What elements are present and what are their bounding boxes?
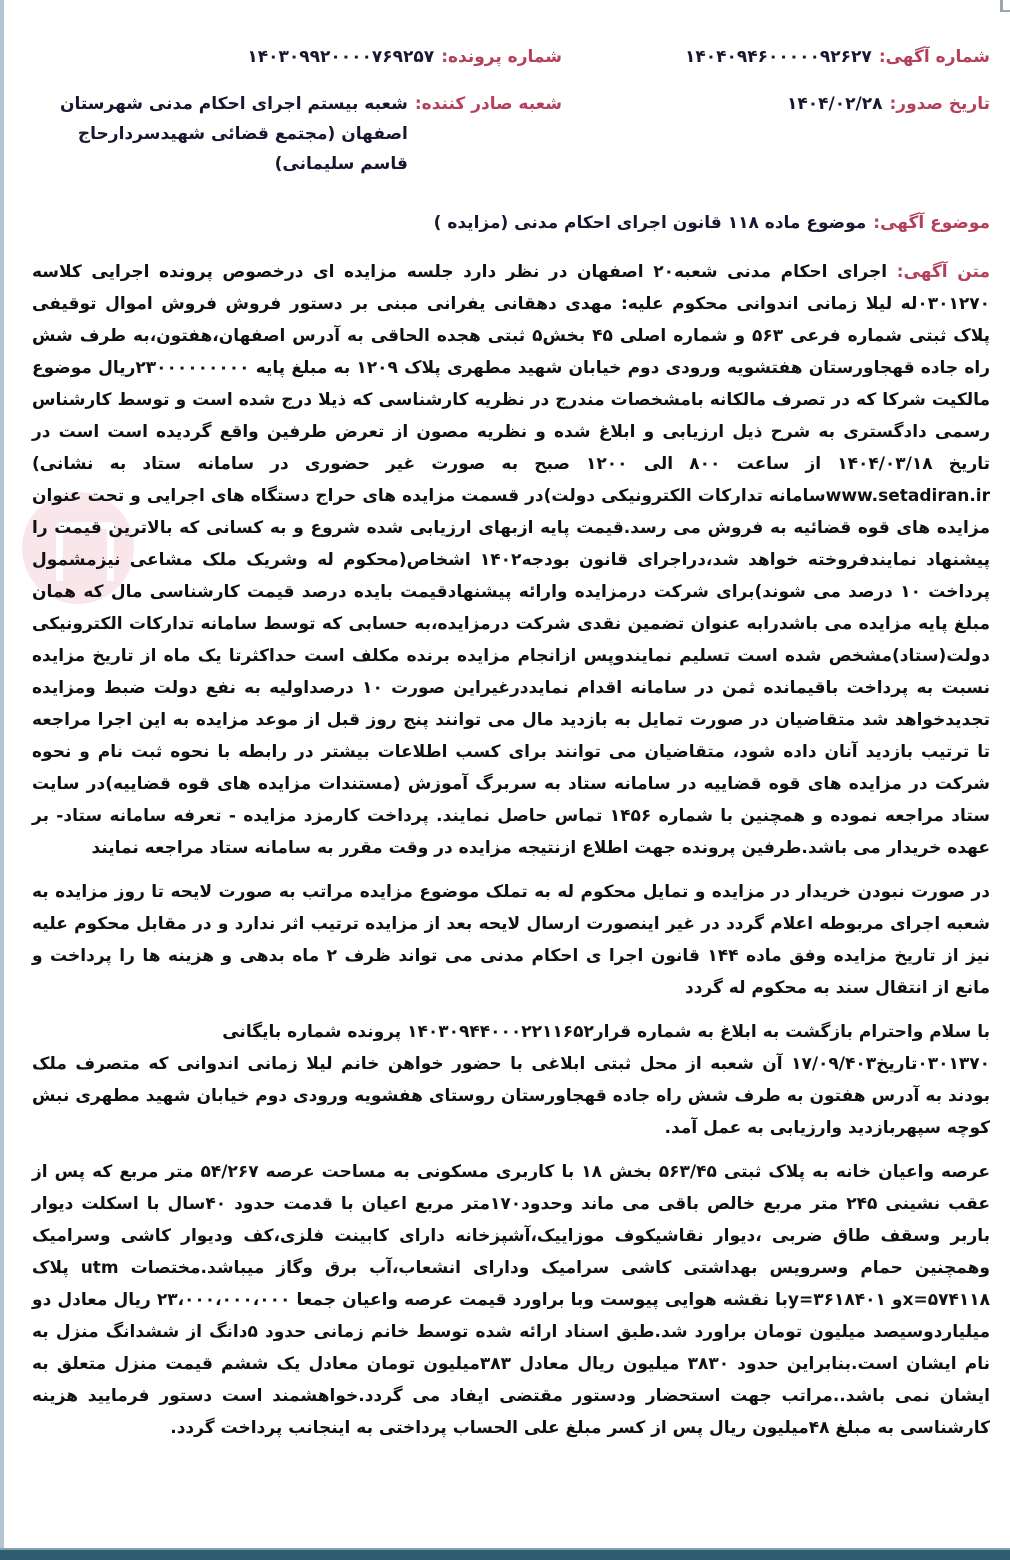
property-valuation-paragraph: عرصه واعیان خانه به پلاک ثبتی ۵۶۳/۴۵ بخش ۱۸ با کاربری مسکونی به مساحت عرصه ۵۴/۲۶۷ متر مربع که پس از عقب نشینی ۲۴۵ متر مربع خالص باقی می ماند وحدود۱۷۰متر مربع اعیان با قدمت حدود ۴۰سال با اسکلت دیوار باربر وسقف طاق ضربی ،دیوار نقاشیکوف موزاییک،آشپزخانه دارای کابینت فلزی،کف ودیوار کاشی وسرامیک وهمچنین حمام وسرویس بهداشتی کاشی سرامیک ودارای انشعاب،آب برق وگاز میباشد.مختصات utm پلاک ۵۷۴۱۱۸=xو ۳۶۱۸۴۰۱=yبا نقشه هوایی پیوست وبا براورد قیمت عرصه واعیان جمعا ۲۳،۰۰۰،۰۰۰،۰۰۰ ریال معادل دو میلیاردوسیصد میلیون تومان براورد شد.طبق اسناد ارائه شده توسط خانم زمانی حدود ۵دانگ از ششدانگ منزل به نام ایشان است.بنابراین حدود ۳۸۳۰ میلیون ریال معادل ۳۸۳میلیون تومان معادل یک ششم قیمت منزل متعلق به ایشان نمی باشد..مراتب جهت استحضار ودستور مقتضی ایفاد می گردد.خواهشمند است دستور فرمایید هزینه کارشناسی به مبلغ ۴۸میلیون ریال پس از کسر مبلغ علی الحساب پرداختی به اینجانب پرداخت گردد. [32,1162,990,1438]
header-row-1 [32,42,990,72]
issuing-branch-label: شعبه صادر کننده: [414,94,562,114]
issue-date-value: ۱۴۰۴/۰۲/۲۸ [787,94,883,114]
corner-mark-horizontal [1000,10,1010,12]
issuing-branch-value: شعبه بیستم اجرای احکام مدنی شهرستان اصفهان (مجتمع قضائی شهیدسردارحاج قاسم سلیمانی) [59,94,408,174]
issue-date-label: تاریخ صدور: [889,94,990,114]
issuing-branch-field [32,89,562,179]
case-number-field [32,42,562,72]
subject-field [32,208,990,238]
notice-text-label: متن آگهی: [896,262,990,282]
case-number-value: ۱۴۰۳۰۹۹۲۰۰۰۰۷۶۹۲۵۷ [247,47,435,67]
header-row-3 [32,208,990,238]
left-border [0,0,4,1548]
auction-text: اجرای احکام مدنی شعبه۲۰ اصفهان در نظر دارد جلسه مزایده ای درخصوص پرونده اجرایی کلاسه ۰۳۰۱۲۷۰له لیلا زمانی اندوانی محکوم علیه: مهدی دهقانی یفرانی مبنی بر دستور فروش فروش اموال توقیفی پلاک ثبتی شماره فرعی ۵۶۳ و شماره اصلی ۴۵ بخش۵ ثبتی هجده الحاقی به آدرس اصفهان،هفتون،به طرف شش راه جاده قهجاورستان هفتشویه ورودی دوم خیابان شهید مطهری پلاک ۱۲۰۹ به مبلغ پایه ۲۳۰۰۰۰۰۰۰۰۰ریال موضوع مالکیت شرکا که در تصرف مالکانه بامشخصات مندرج در نظریه کارشناسی که ذیلا درج شده است و توسط کارشناس رسمی دادگستری به شرح ذیل ارزیابی و ابلاغ شده و نظریه مصون از تعرض طرفین واقع گردیده است است در تاریخ ۱۴۰۴/۰۳/۱۸ از ساعت ۸۰۰ الی ۱۲۰۰ صبح به صورت غیر حضوری در سامانه ستاد به نشانی) www.setadiran.irسامانه تدارکات الکترونیکی دولت)در قسمت مزایده های حراج دستگاه های اجرایی و تحت عنوان مزایده های قوه قضائیه به فروش می رسد.قیمت پایه ازبهای ارزیابی شده شروع و به کسانی که بالاترین قیمت را پیشنهاد نمایندفروخته خواهد شد،دراجرای قانون بودجه۱۴۰۲ اشخاص(محکوم له وشریک ملک مشاعی نیزمشمول پرداخت ۱۰ درصد می شوند)برای شرکت درمزایده وارائه پیشنهادقیمت بایده درصد قیمت کارشناسی مال که همان مبلغ پایه مزایده می باشدرابه عنوان تضمین نقدی شرکت درمزایده،به حسابی که توسط سامانه تدارکات الکترونیکی دولت(ستاد)مشخص شده است تسلیم نمایندوپس ازانجام مزایده برنده مکلف است حداکثرتا یک ماه از تاریخ مزایده نسبت به پرداخت باقیمانده ثمن در سامانه اقدام نمایددرغیراین صورت ۱۰ درصداولیه به نفع دولت ضبط ومزایده تجدیدخواهد شد متقاضیان در صورت تمایل به بازدید مال می توانند پنج روز قبل از موعد مزایده به این اجرا مراجعه تا ترتیب بازدید آنان داده شود، متقاضیان می توانند برای کسب اطلاعات بیشتر در رابطه با نحوه ثبت نام و نحوه شرکت در مزایده های قوه قضاییه در سامانه ستاد به سربرگ آموزش (مستندات مزایده های قوه قضاییه)در سایت ستاد مراجعه نموده و همچنین با شماره ۱۴۵۶ تماس حاصل نمایند. پرداخت کارمزد مزایده - تعرفه سامانه ستاد- بر عهده خریدار می باشد.طرفین پرونده جهت اطلاع ازنتیجه مزایده در وقت مقرر به سامانه ستاد مراجعه نمایند [32,262,991,858]
notice-number-field [562,42,990,72]
expert-report-paragraph [32,1016,990,1144]
notice-content [32,42,990,1456]
buyer-absence-paragraph: در صورت نبودن خریدار در مزایده و تمایل محکوم له به تملک موضوع مزایده مراتب به صورت لایحه تا روز مزایده به شعبه اجرای مربوطه اعلام گردد در غیر اینصورت ارسال لایحه بعد از مزایده ترتیب اثر ندارد و در مقابل محکوم علیه نیز از تاریخ مزایده وفق ماده ۱۴۴ قانون اجرا ی احکام مدنی می تواند ظرف ۲ ماه بدهی و هزینه ها را پرداخت و مانع از انتقال سند به محکوم له گردد [32,882,990,998]
notice-body [32,256,990,1444]
subject-value: موضوع ماده ۱۱۸ قانون اجرای احکام مدنی (مزایده ) [433,213,867,233]
issue-date-field [562,89,990,179]
case-number-label: شماره پرونده: [441,47,562,67]
notice-number-label: شماره آگهی: [878,47,990,67]
notice-number-value: ۱۴۰۴۰۹۴۶۰۰۰۰۰۹۲۶۲۷ [685,47,872,67]
expert-report-continuation: ۰۳۰۱۳۷۰تاریخ۱۷/۰۹/۴۰۳ آن شعبه از محل ثبتی ابلاغی با حضور خواهن خانم لیلا زمانی اندوانی که متصرف ملک بودند به آدرس هفتون به طرف شش راه جاده قهجاورستان روستای هفشویه ورودی دوم خیابان شهید مطهری نبش کوچه سپهربازدید وارزیابی به عمل آمد. [32,1054,990,1138]
expert-report-opening: با سلام واحترام بازگشت به ابلاغ به شماره قرار۱۴۰۳۰۹۴۴۰۰۰۲۲۱۱۶۵۲ پرونده شماره بایگانی [222,1022,990,1042]
header-row-2 [32,89,990,179]
footer-bar [0,1548,1010,1560]
auction-paragraph [32,256,990,864]
subject-label: موضوع آگهی: [873,213,990,233]
